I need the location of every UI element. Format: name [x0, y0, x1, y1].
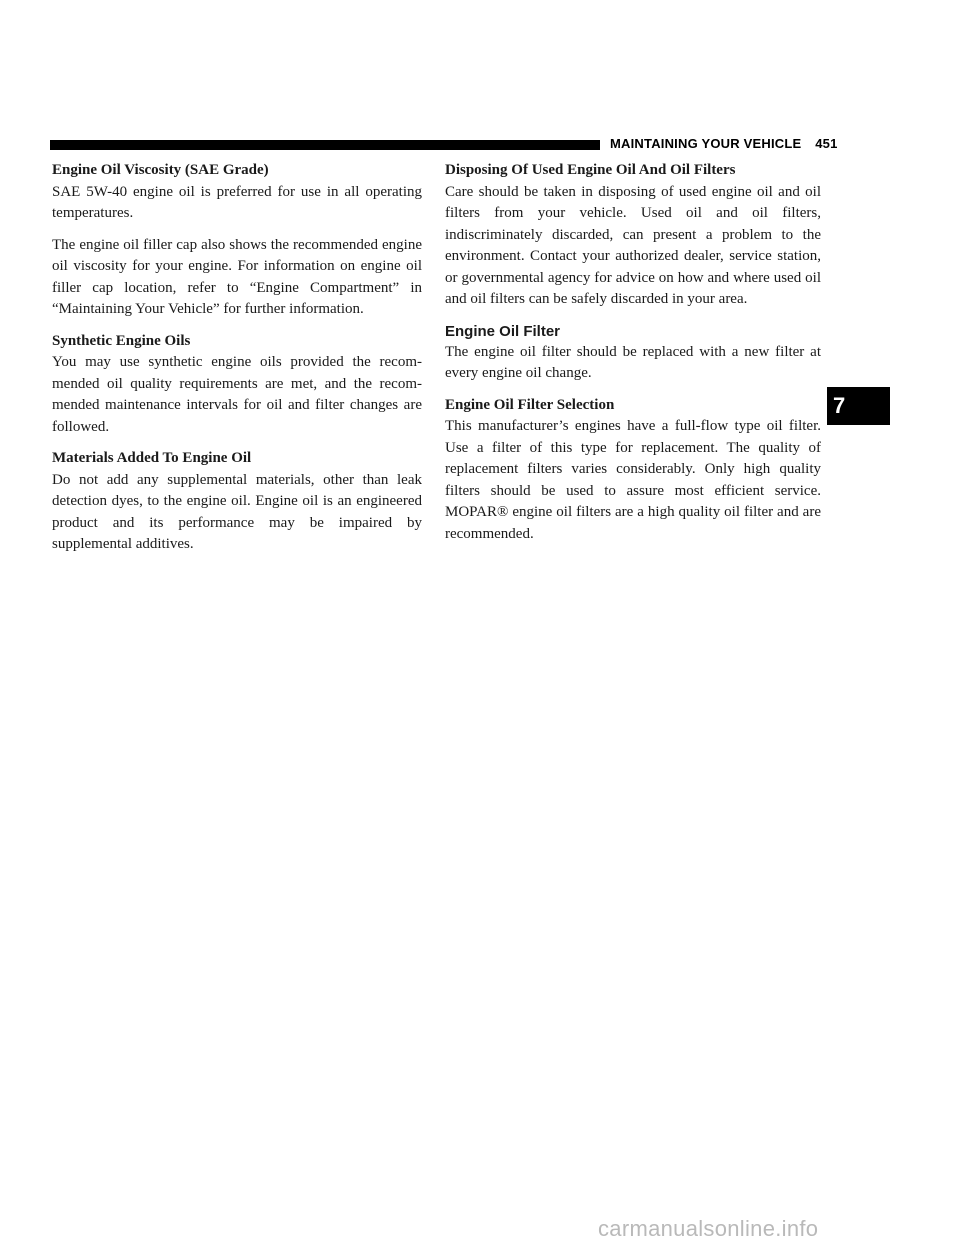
filter-paragraph: The engine oil filter should be replaced with a new filter at every engine oil change. [445, 343, 821, 381]
left-column [52, 160, 422, 566]
filter-heading: Engine Oil Filter [445, 322, 561, 340]
synthetic-paragraph: You may use synthetic engine oils provided the recommended oil quality requirements are met, and the recommended maintenance intervals for oil and filter changes are followed. [52, 354, 422, 435]
watermark: carmanualsonline.info [598, 1216, 819, 1241]
chapter-tab: 7 [827, 387, 890, 425]
materials-heading: Materials Added To Engine Oil [52, 450, 252, 466]
section-title: MAINTAINING YOUR VEHICLE [610, 136, 802, 151]
viscosity-heading: Engine Oil Viscosity (SAE Grade) [52, 162, 269, 178]
selection-paragraph: This manufacturer’s engines have a full-flow type oil filter. Use a filter of this type for replacement. The quality of replacement filters varies considerably. Only high quality filters should be used to assure most efficient service. MOPAR® engine oil filters are a high quality oil filter and are recommended. [445, 418, 821, 542]
selection-heading: Engine Oil Filter Selection [445, 396, 615, 413]
synthetic-heading: Synthetic Engine Oils [52, 332, 191, 349]
disposing-paragraph: Care should be taken in disposing of used engine oil and oil filters from your vehicle. Used oil and oil filters, indiscriminately discarded, can present a problem to the environment. Contact your authorized dealer, service station, or governmental agency for advice on how and where used oil and oil filters can be safely discarded in your area. [445, 183, 821, 307]
right-column [445, 160, 821, 555]
materials-paragraph: Do not add any supplemental materials, other than leak detection dyes, to the engine oil. Engine oil is an engineered product and its performance may be impaired by supplemental additives. [52, 471, 422, 552]
viscosity-paragraph-1: SAE 5W-40 engine oil is preferred for use in all operating temperatures. [52, 183, 422, 221]
viscosity-paragraph-2: The engine oil filler cap also shows the recommended engine oil viscosity for your engine. For information on engine oil filler cap location, refer to “Engine Compartment” in “Maintaining Your Vehicle” for further information. [52, 236, 422, 317]
running-header [610, 136, 838, 151]
header-rule [50, 140, 600, 150]
page-number: 451 [815, 136, 838, 151]
disposing-heading: Disposing Of Used Engine Oil And Oil Filters [445, 162, 736, 178]
